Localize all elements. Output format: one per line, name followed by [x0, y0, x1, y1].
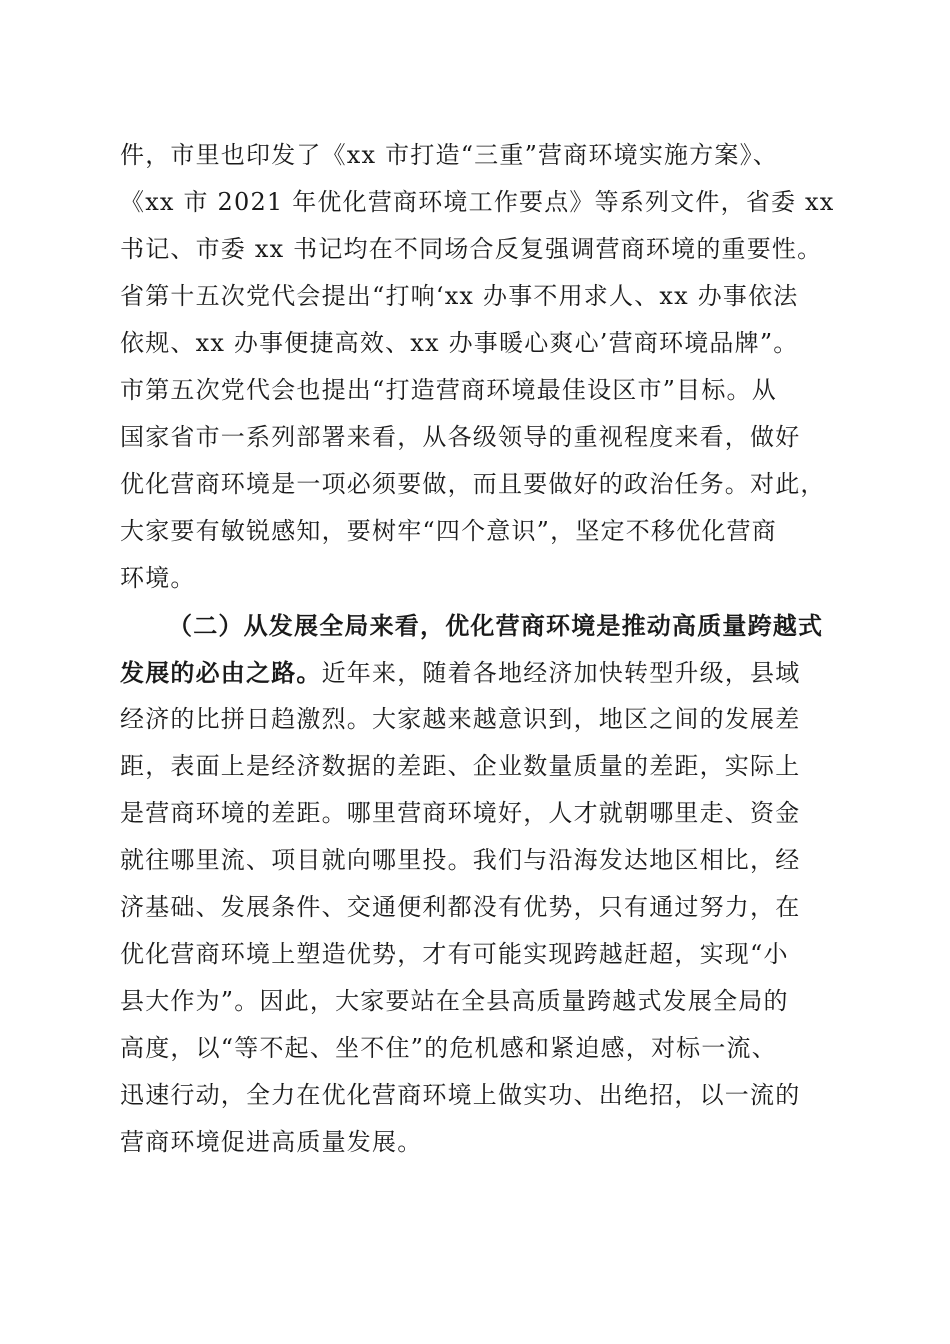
paragraph-line: 《xx 市 2021 年优化营商环境工作要点》等系列文件，省委 xx: [120, 188, 835, 216]
paragraph-line: 迅速行动，全力在优化营商环境上做实功、出绝招，以一流的: [120, 1081, 801, 1109]
section-heading-line: （二）从发展全局来看，优化营商环境是推动高质量跨越式: [168, 611, 824, 640]
paragraph-line: 优化营商环境是一项必须要做，而且要做好的政治任务。对此，: [120, 470, 826, 498]
paragraph-line: 国家省市一系列部署来看，从各级领导的重视程度来看，做好: [120, 423, 801, 451]
paragraph-line: 经济的比拼日趋激烈。大家越来越意识到，地区之间的发展差: [120, 705, 801, 733]
section-body-text: 近年来，随着各地经济加快转型升级，县域: [321, 659, 801, 687]
paragraph-line: 件，市里也印发了《xx 市打造“三重”营商环境实施方案》、: [120, 141, 779, 169]
paragraph-line: 济基础、发展条件、交通便利都没有优势，只有通过努力，在: [120, 893, 801, 921]
section-heading-bold-text: 发展的必由之路。: [120, 658, 322, 687]
paragraph-line: 环境。: [120, 564, 196, 592]
paragraph-line: 省第十五次党代会提出“打响‘xx 办事不用求人、xx 办事依法: [120, 282, 799, 310]
section-heading-continuation: [120, 649, 840, 696]
document-body: [120, 132, 840, 1166]
paragraph-line: 优化营商环境上塑造优势，才有可能实现跨越赶超，实现“小: [120, 940, 789, 968]
paragraph-line: 距，表面上是经济数据的差距、企业数量质量的差距，实际上: [120, 752, 801, 780]
paragraph-line: 营商环境促进高质量发展。: [120, 1128, 423, 1156]
paragraph-line: 县大作为”。因此，大家要站在全县高质量跨越式发展全局的: [120, 987, 789, 1015]
paragraph-line: 书记、市委 xx 书记均在不同场合反复强调营商环境的重要性。: [120, 235, 823, 263]
paragraph-line: 依规、xx 办事便捷高效、xx 办事暖心爽心’营商环境品牌”。: [120, 329, 799, 357]
paragraph-line: 市第五次党代会也提出“打造营商环境最佳设区市”目标。从: [120, 376, 777, 404]
paragraph-line: 是营商环境的差距。哪里营商环境好，人才就朝哪里走、资金: [120, 799, 801, 827]
paragraph-line: 高度，以“等不起、坐不住”的危机感和紧迫感，对标一流、: [120, 1034, 777, 1062]
paragraph-line: 就往哪里流、项目就向哪里投。我们与沿海发达地区相比，经: [120, 846, 801, 874]
paragraph-line: 大家要有敏锐感知，要树牢“四个意识”，坚定不移优化营商: [120, 517, 777, 545]
